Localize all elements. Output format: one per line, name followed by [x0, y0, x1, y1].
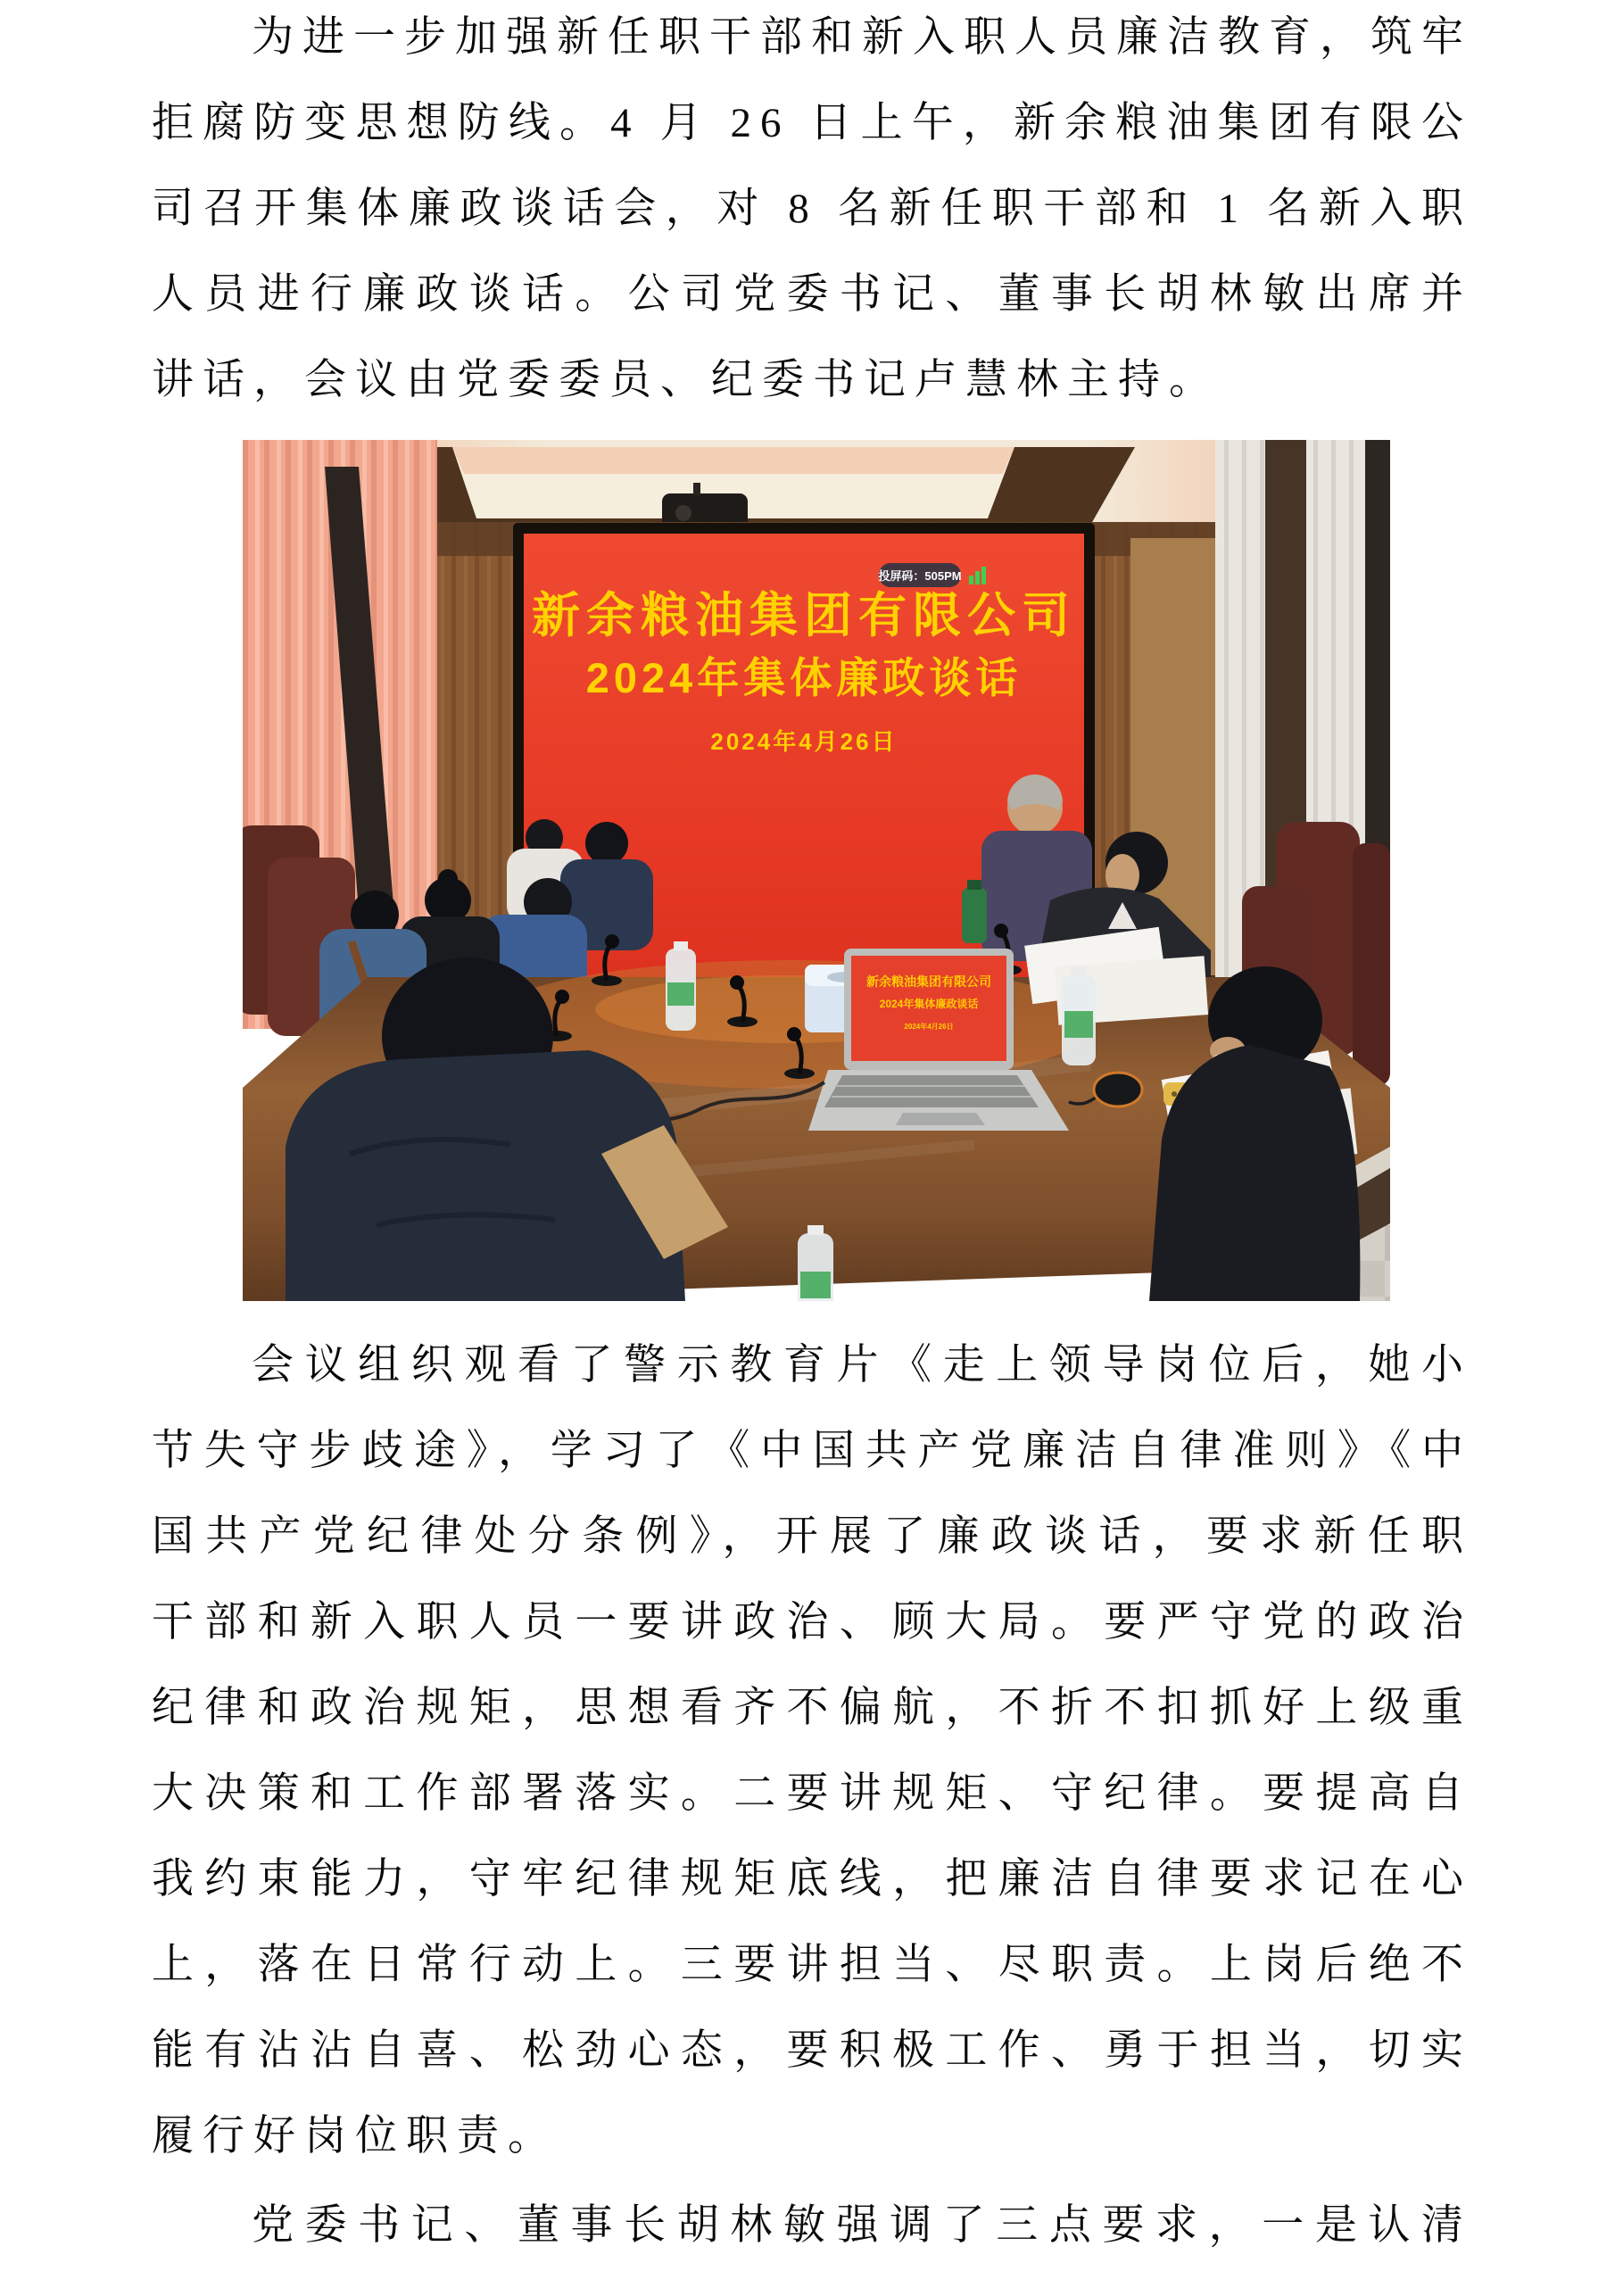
text-line: 纪律和政治规矩，思想看齐不偏航，不折不扣抓好上级重 — [152, 1685, 1472, 1731]
green-tea-bottle — [962, 880, 987, 943]
paragraph-2 — [152, 1322, 1472, 2179]
screen-date: 2024年4月26日 — [710, 728, 898, 755]
cast-code-badge — [878, 563, 961, 587]
text-line: 讲话，会议由党委委员、纪委书记卢慧林主持。 — [152, 357, 1220, 403]
meeting-photo-scene — [243, 440, 1390, 1301]
laptop-touchpad — [896, 1113, 985, 1125]
paragraph-1 — [152, 0, 1472, 423]
text-line: 大决策和工作部署落实。二要讲规矩、守纪律。要提高自 — [152, 1770, 1472, 1817]
laptop-screen-date: 2024年4月26日 — [904, 1023, 954, 1031]
cast-code-label: 投屏码：505PM — [878, 569, 962, 583]
text-line: 为进一步加强新任职干部和新入职人员廉洁教育，筑牢 — [252, 14, 1472, 61]
text-line: 会议组织观看了警示教育片《走上领导岗位后，她小 — [252, 1342, 1472, 1388]
text-line: 干部和新入职人员一要讲政治、顾大局。要严守党的政治 — [152, 1599, 1472, 1645]
text-line: 国共产党纪律处分条例》，开展了廉政谈话，要求新任职 — [152, 1513, 1472, 1560]
text-line: 我约束能力，守牢纪律规矩底线，把廉洁自律要求记在心 — [152, 1856, 1472, 1902]
text-line: 上，落在日常行动上。三要讲担当、尽职责。上岗后绝不 — [152, 1942, 1472, 1988]
screen-title: 新余粮油集团有限公司 — [532, 589, 1076, 642]
text-line: 党委书记、董事长胡林敏强调了三点要求，一是认清 — [252, 2202, 1472, 2249]
text-line: 司召开集体廉政谈话会，对 8 名新任职干部和 1 名新入职 — [152, 186, 1472, 232]
meeting-photo — [243, 440, 1390, 1301]
laptop-screen-subtitle: 2024年集体廉政谈话 — [879, 998, 979, 1010]
laptop-screen-title: 新余粮油集团有限公司 — [866, 974, 991, 989]
text-line: 拒腐防变思想防线。4 月 26 日上午，新余粮油集团有限公 — [152, 100, 1472, 146]
text-line: 节失守步歧途》，学习了《中国共产党廉洁自律准则》《中 — [152, 1428, 1472, 1474]
text-line: 履行好岗位职责。 — [152, 2113, 559, 2159]
paragraph-3 — [152, 2183, 1472, 2268]
text-line: 能有沾沾自喜、松劲心态，要积极工作、勇于担当，切实 — [152, 2027, 1472, 2074]
mouse — [1094, 1073, 1142, 1107]
text-line: 人员进行廉政谈话。公司党委书记、董事长胡林敏出席并 — [152, 271, 1472, 318]
screen-subtitle: 2024年集体廉政谈话 — [585, 654, 1023, 701]
